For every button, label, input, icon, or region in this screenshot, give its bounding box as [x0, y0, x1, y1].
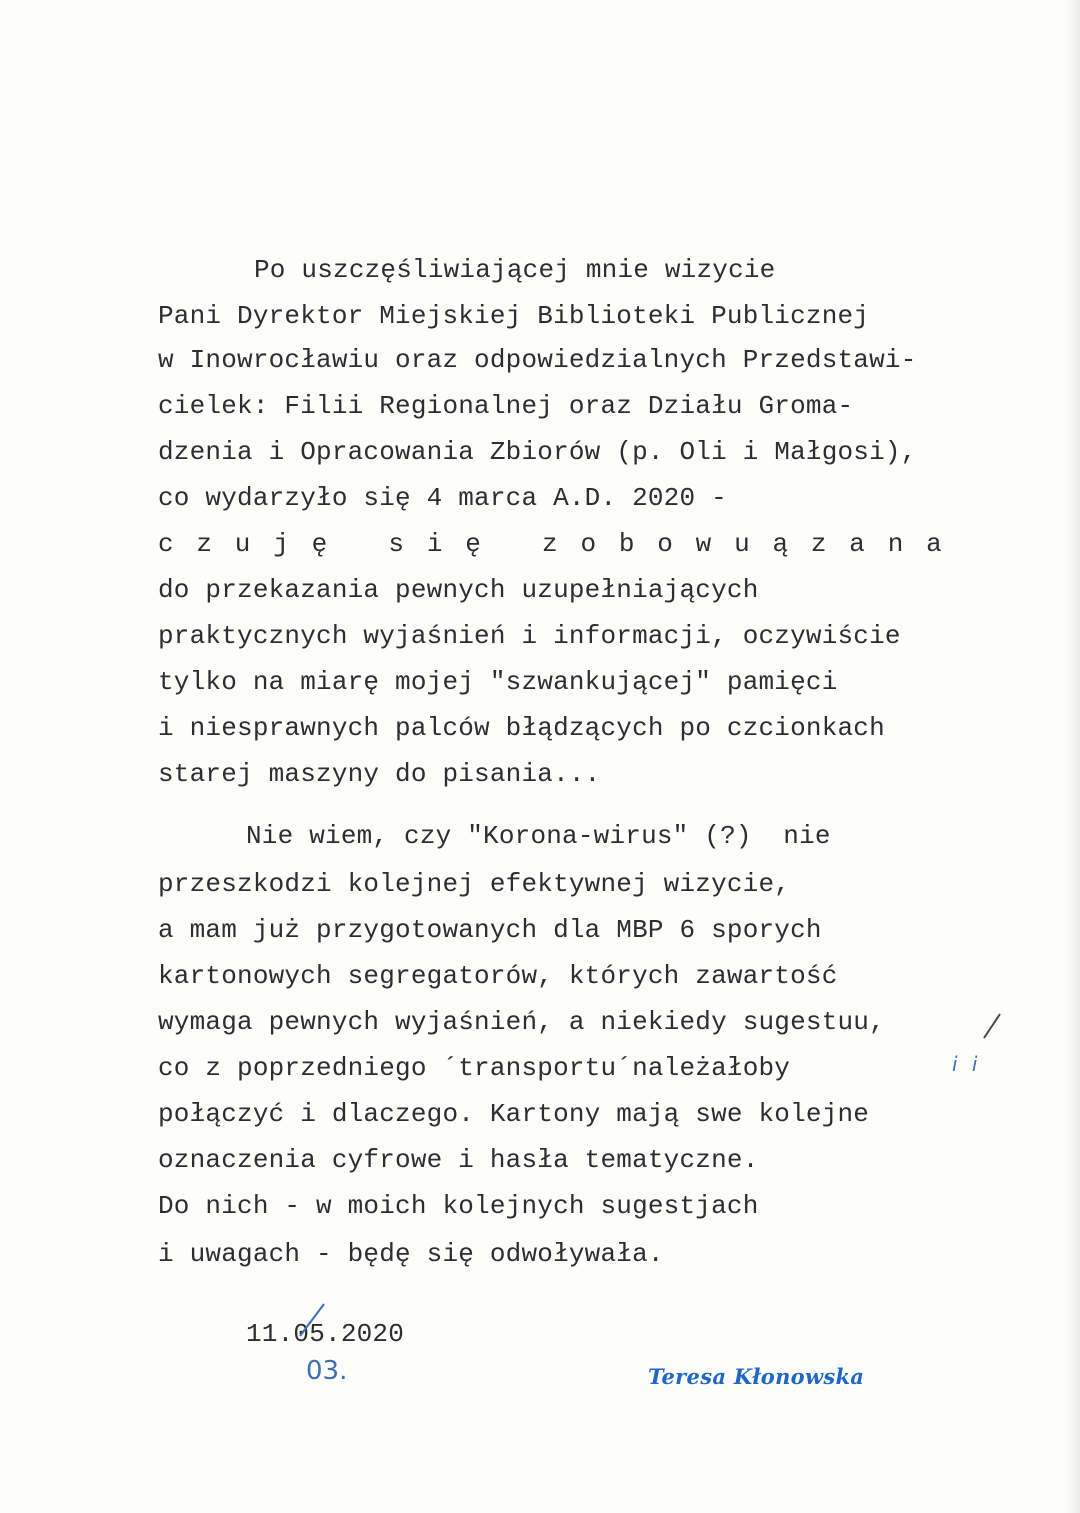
p2-line-9: Do nich - w moich kolejnych sugestjach — [158, 1191, 759, 1221]
p1-line-5: dzenia i Opracowania Zbiorów (p. Oli i Małgosi), — [158, 437, 917, 467]
p2-line-2: przeszkodzi kolejnej efektywnej wizycie, — [158, 869, 791, 899]
p1-line-7: c z u j ę s i ę z o b o w u ą z a n a — [158, 529, 946, 559]
p2-line-8: oznaczenia cyfrowe i hasła tematyczne. — [158, 1145, 759, 1175]
p1-line-10: tylko na miarę mojej "szwankującej" pamięci — [158, 667, 838, 697]
p2-line-10: i uwagach - będę się odwoływała. — [158, 1239, 664, 1269]
p2-line-1: Nie wiem, czy "Korona-wirus" (?) nie — [246, 821, 831, 851]
p1-line-6: co wydarzyło się 4 marca A.D. 2020 - — [158, 483, 727, 513]
p1-line-11: i niesprawnych palców błądzących po czcionkach — [158, 713, 885, 743]
p1-line-8: do przekazania pewnych uzupełniających — [158, 575, 759, 605]
p2-line-3: a mam już przygotowanych dla MBP 6 sporych — [158, 915, 822, 945]
p1-line-3: w Inowrocławiu oraz odpowiedzialnych Przedstawi- — [158, 345, 917, 375]
p2-line-4: kartonowych segregatorów, których zawartość — [158, 961, 838, 991]
p1-line-2: Pani Dyrektor Miejskiej Biblioteki Publicznej — [158, 301, 870, 331]
handwritten-date-correction: 03. — [306, 1356, 348, 1386]
date-strike-mark — [296, 1300, 330, 1340]
margin-correction-note: i i — [952, 1052, 982, 1076]
p2-line-6: co z poprzedniego ´transportu´należałoby — [158, 1053, 791, 1083]
p1-line-4: cielek: Filii Regionalnej oraz Działu Groma- — [158, 391, 854, 421]
p2-line-7: połączyć i dlaczego. Kartony mają swe kolejne — [158, 1099, 870, 1129]
p1-line-9: praktycznych wyjaśnień i informacji, oczywiście — [158, 621, 901, 651]
page-edge-shadow — [1066, 0, 1080, 1513]
p2-line-5: wymaga pewnych wyjaśnień, a niekiedy sugestuu, — [158, 1007, 885, 1037]
signature-stamp: Teresa Kłonowska — [648, 1364, 865, 1389]
p1-line-12: starej maszyny do pisania... — [158, 759, 601, 789]
typed-date: 11.05.2020 — [246, 1319, 405, 1349]
correction-strike-mark — [978, 1008, 1018, 1044]
p1-line-1: Po uszczęśliwiającej mnie wizycie — [254, 255, 776, 285]
